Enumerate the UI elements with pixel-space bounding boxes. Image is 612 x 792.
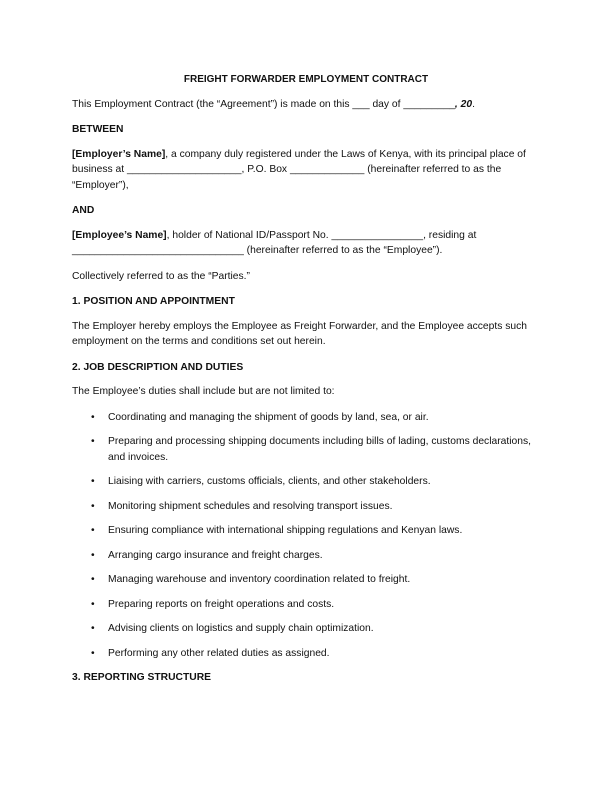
list-item-text: Preparing and processing shipping documents including bills of lading, customs declarations, and invoices. bbox=[108, 436, 531, 463]
list-item-text: Advising clients on logistics and supply chain optimization. bbox=[108, 623, 374, 634]
bullet-icon: • bbox=[91, 476, 95, 487]
section2-heading: 2. JOB DESCRIPTION AND DUTIES bbox=[72, 361, 244, 373]
employer-name: [Employer’s Name] bbox=[72, 148, 166, 160]
section3-heading: 3. REPORTING STRUCTURE bbox=[72, 672, 212, 683]
list-item bbox=[91, 548, 540, 564]
bullet-icon: • bbox=[91, 647, 95, 659]
bullet-icon: • bbox=[91, 574, 95, 585]
section2-intro: The Employee’s duties shall include but are not limited to: bbox=[72, 386, 335, 397]
bullet-icon: • bbox=[91, 411, 95, 423]
employee-name: [Employee’s Name] bbox=[72, 229, 167, 241]
list-item-text: Ensuring compliance with international shipping regulations and Kenyan laws. bbox=[108, 525, 463, 536]
list-item-text: Coordinating and managing the shipment of goods by land, sea, or air. bbox=[108, 411, 429, 423]
list-item-text: Arranging cargo insurance and freight charges. bbox=[108, 549, 323, 561]
bullet-icon: • bbox=[91, 500, 95, 512]
document-body bbox=[72, 72, 540, 695]
employee-paragraph bbox=[72, 228, 540, 259]
employee-text: , holder of National ID/Passport No. ________________, residing at ______________________________ (hereinafter referred to as the “Employee”). bbox=[72, 229, 477, 256]
list-item bbox=[91, 597, 540, 613]
list-item bbox=[91, 646, 540, 662]
duties-list bbox=[72, 410, 540, 662]
list-item bbox=[91, 434, 540, 465]
intro-end: . bbox=[472, 98, 475, 110]
bullet-icon: • bbox=[91, 598, 95, 610]
list-item bbox=[91, 621, 540, 637]
list-item bbox=[91, 572, 540, 588]
intro-text: This Employment Contract (the “Agreement”) is made on this ___ day of _________ bbox=[72, 98, 455, 110]
list-item-text: Preparing reports on freight operations and costs. bbox=[108, 598, 335, 610]
list-item bbox=[91, 523, 540, 539]
intro-year: , 20 bbox=[454, 98, 473, 110]
intro-paragraph bbox=[72, 97, 540, 113]
bullet-icon: • bbox=[91, 623, 95, 634]
and-label: AND bbox=[72, 205, 95, 216]
employer-paragraph bbox=[72, 147, 540, 194]
employer-text: , a company duly registered under the Laws of Kenya, with its principal place of business at ____________________, P.O. Box _____________ (hereinafter referred to as the “Employer”), bbox=[72, 148, 526, 191]
list-item bbox=[91, 410, 540, 426]
list-item-text: Managing warehouse and inventory coordination related to freight. bbox=[108, 574, 411, 585]
list-item-text: Monitoring shipment schedules and resolving transport issues. bbox=[108, 500, 393, 512]
section1-heading: 1. POSITION AND APPOINTMENT bbox=[72, 296, 235, 307]
list-item bbox=[91, 499, 540, 515]
list-item-text: Liaising with carriers, customs officials, clients, and other stakeholders. bbox=[108, 476, 431, 487]
bullet-icon: • bbox=[91, 525, 95, 536]
document-title: FREIGHT FORWARDER EMPLOYMENT CONTRACT bbox=[183, 74, 429, 85]
parties-paragraph: Collectively referred to as the “Parties.” bbox=[72, 270, 250, 282]
section1-paragraph: The Employer hereby employs the Employee as Freight Forwarder, and the Employee accepts such employment on the terms and conditions set out herein. bbox=[72, 320, 528, 347]
bullet-icon: • bbox=[91, 436, 95, 447]
list-item-text: Performing any other related duties as assigned. bbox=[108, 647, 330, 659]
between-label: BETWEEN bbox=[72, 124, 124, 135]
bullet-icon: • bbox=[91, 549, 95, 561]
list-item bbox=[91, 474, 540, 490]
